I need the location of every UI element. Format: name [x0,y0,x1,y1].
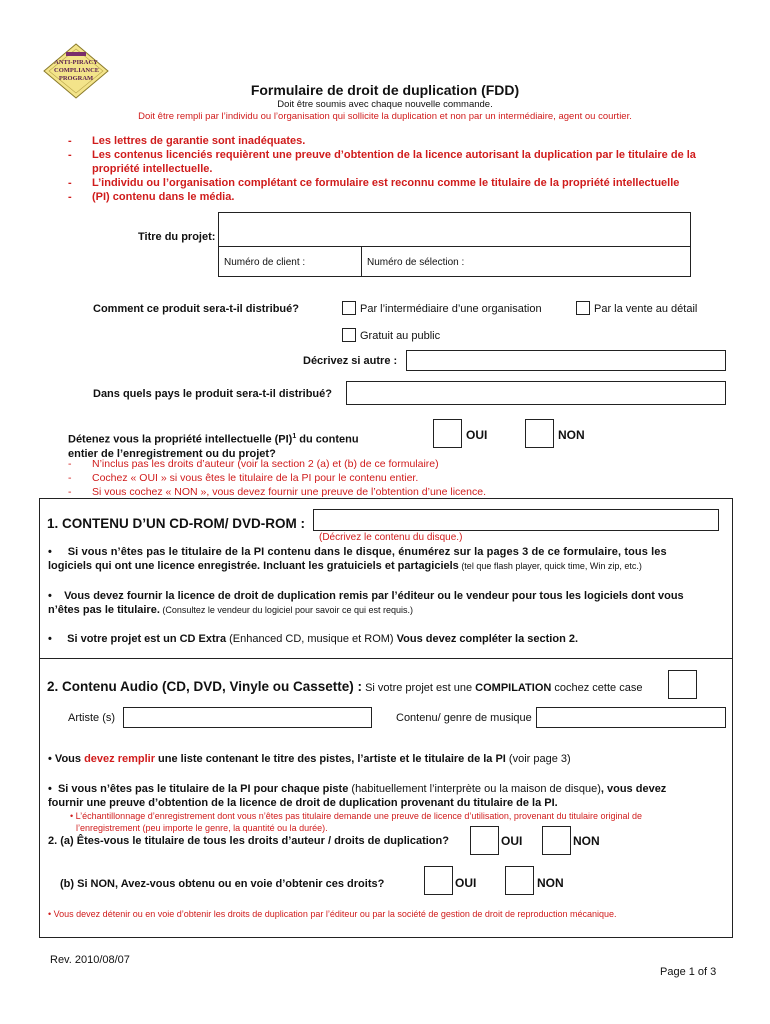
ip-oui-checkbox[interactable] [433,419,462,448]
ip-question: Détenez vous la propriété intellectuelle (PI)$^1$ du contenu entier de l’enregistrement ou du projet? [68,433,359,460]
ip-non-label: NON [558,428,585,442]
free-label: Gratuit au public [360,330,441,342]
revision-date: Rev. 2010/08/07 [50,954,130,966]
q2a-non-label: NON [573,834,600,848]
form-subtitle: Doit être soumis avec chaque nouvelle commande. [277,99,493,110]
question-2a: 2. (a) Êtes-vous le titulaire de tous les droits d’auteur / droits de duplication? [48,835,449,847]
ip-notes: - N’inclus pas les droits d’auteur (voir la section 2 (a) et (b) de ce formulaire) - Cochez « OUI » si vous êtes le titulaire de la PI pour le contenu entier. - Si vous cochez « NON », vous devez fournir une preuve de l’obtention d’une licence. [68,458,486,498]
logo-text: ANTI-PIRACY COMPLIANCE PROGRAM [54,59,100,82]
ip-non-checkbox[interactable] [525,419,554,448]
genre-label: Contenu/ genre de musique [396,712,532,724]
section2-title: 2. Contenu Audio (CD, DVD, Vinyle ou Cassette) : Si votre projet est une COMPILATION cochez cette case [47,679,643,694]
describe-other-field[interactable] [406,350,726,371]
q2a-non-checkbox[interactable] [542,826,571,855]
q2b-non-checkbox[interactable] [505,866,534,895]
warnings-list: - Les lettres de garantie sont inadéquates. - Les contenus licenciés requièrent une preuve d’obtention de la licence autorisant la duplication par le titulaire de la propriété intellectuelle. - L’individu ou l’organisation complétant ce formulaire est reconnu comme le titulaire de la propriété intellectuelle - (PI) contenu dans le média. [68,135,696,203]
compilation-checkbox[interactable] [668,670,697,699]
form-note: Doit être rempli par l’individu ou l’organisation qui sollicite la duplication et non par un intermédiaire, agent ou courtier. [138,111,632,122]
client-number-label: Numéro de client : [224,257,306,268]
free-checkbox[interactable] [342,328,356,342]
section2-final-note: • Vous devez détenir ou en voie d’obtenir les droits de duplication par l’éditeur ou par la société de gestion de droit de reproduction mécanique. [48,909,617,919]
client-number-field[interactable] [218,246,363,277]
section1-title: 1. CONTENU D’UN CD-ROM/ DVD-ROM : [47,516,305,531]
retail-checkbox[interactable] [576,301,590,315]
ip-oui-label: OUI [466,428,488,442]
selection-number-field[interactable] [361,246,691,277]
section2-bullet2: • Si vous n’êtes pas le titulaire de la PI pour chaque piste (habituellement l’interprète ou la maison de disque), vous devez fournir une preuve d’obtention de la licence de droit de duplication provenant du titulaire de la PI. [48,783,667,809]
project-title-field[interactable] [218,212,691,248]
form-title: Formulaire de droit de duplication (FDD) [250,82,520,98]
retail-label: Par la vente au détail [594,303,698,315]
section1-paragraph3: • Si votre projet est un CD Extra (Enhanced CD, musique et ROM) Vous devez compléter la section 2. [48,633,579,645]
selection-number-label: Numéro de sélection : [367,257,465,268]
q2b-oui-label: OUI [455,876,477,890]
distribution-question: Comment ce produit sera-t-il distribué? [93,303,299,315]
q2a-oui-checkbox[interactable] [470,826,499,855]
artist-label: Artiste (s) [68,712,116,724]
q2b-oui-checkbox[interactable] [424,866,453,895]
q2a-oui-label: OUI [501,834,523,848]
section2-bullet1: • Vous devez remplir une liste contenant le titre des pistes, l’artiste et le titulaire de la PI (voir page 3) [48,753,571,765]
section1-describe-hint: (Décrivez le contenu du disque.) [319,532,463,543]
project-title-label: Titre du projet: [138,231,216,243]
describe-other-label: Décrivez si autre : [303,355,398,367]
q2b-non-label: NON [537,876,564,890]
question-2b: (b) Si NON, Avez-vous obtenu ou en voie d’obtenir ces droits? [60,878,385,890]
section1-paragraph2: • Vous devez fournir la licence de droit de duplication remis par l’éditeur ou le vendeur pour tous les logiciels dont vous n’êtes pas le titulaire. (Consultez le vendeur du logiciel pour savoir ce qui est requis.) [48,590,684,616]
org-checkbox[interactable] [342,301,356,315]
page-number: Page 1 of 3 [660,966,717,978]
countries-field[interactable] [346,381,726,405]
countries-label: Dans quels pays le produit sera-t-il distribué? [93,388,332,400]
org-label: Par l’intermédiaire d’une organisation [360,303,542,315]
section1-paragraph1: • Si vous n’êtes pas le titulaire de la PI contenu dans le disque, énumérez sur la pages 3 de ce formulaire, tous les logiciels qui ont une licence enregistrée. Incluant les gratuiciels et partagiciels (tel que flash player, quick time, Win zip, etc.) [48,546,667,572]
section2-red-note: • L’échantillonnage d’enregistrement dont vous n’êtes pas titulaire demande une preuve de licence d’utilisation, provenant du titulaire original de l’enregistrement (peu importe le genre, la quantité ou la durée). [70,811,643,833]
section1-content-field[interactable] [313,509,719,531]
genre-field[interactable] [536,707,726,728]
artist-field[interactable] [123,707,372,728]
